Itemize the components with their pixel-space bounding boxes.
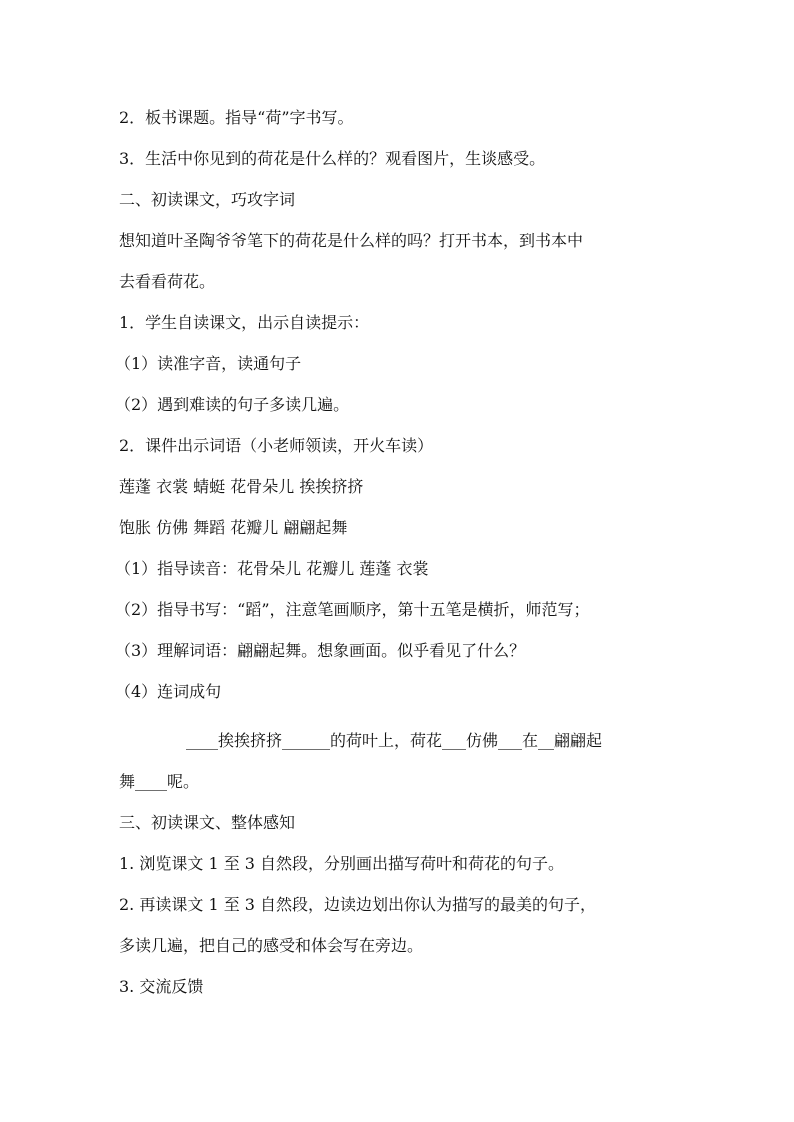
- text-line: 2．课件出示词语（小老师领读，开火车读）: [119, 436, 434, 455]
- word-list-line: 饱胀 仿佛 舞蹈 花瓣儿 翩翩起舞: [119, 518, 348, 537]
- text-line: 3．生活中你见到的荷花是什么样的？观看图片，生谈感受。: [119, 149, 546, 168]
- section-heading: 三、初读课文、整体感知: [119, 813, 296, 832]
- fill-in-sentence: ____挨挨挤挤______的荷叶上，荷花___仿佛___在__翩翩起: [186, 731, 603, 750]
- text-line: （1）读准字音，读通句子: [115, 354, 302, 373]
- text-line: （2）指导书写：“蹈”，注意笔画顺序，第十五笔是横折，师范写；: [115, 600, 590, 619]
- text-line: 去看看荷花。: [119, 272, 216, 291]
- text-line: 想知道叶圣陶爷爷笔下的荷花是什么样的吗？打开书本，到书本中: [119, 231, 584, 250]
- text-line: 2．板书课题。指导“荷”字书写。: [119, 108, 354, 127]
- text-line: 1．学生自读课文，出示自读提示：: [119, 313, 370, 332]
- text-line: 1. 浏览课文 1 至 3 自然段，分别画出描写荷叶和荷花的句子。: [119, 854, 565, 873]
- text-line: 多读几遍，把自己的感受和体会写在旁边。: [119, 936, 424, 955]
- text-line: 2. 再读课文 1 至 3 自然段，边读边划出你认为描写的最美的句子，: [119, 895, 597, 914]
- section-heading: 二、初读课文，巧攻字词: [119, 190, 296, 209]
- word-list-line: 莲蓬 衣裳 蜻蜓 花骨朵儿 挨挨挤挤: [119, 477, 364, 496]
- text-line: （3）理解词语：翩翩起舞。想象画面。似乎看见了什么？: [115, 641, 526, 660]
- text-line: （1）指导读音：花骨朵儿 花瓣儿 莲蓬 衣裳: [115, 559, 429, 578]
- text-line: （4）连词成句: [115, 682, 222, 701]
- text-line: 3. 交流反馈: [119, 977, 204, 996]
- text-line: （2）遇到难读的句子多读几遍。: [115, 395, 350, 414]
- fill-in-sentence: 舞____呢。: [119, 772, 200, 791]
